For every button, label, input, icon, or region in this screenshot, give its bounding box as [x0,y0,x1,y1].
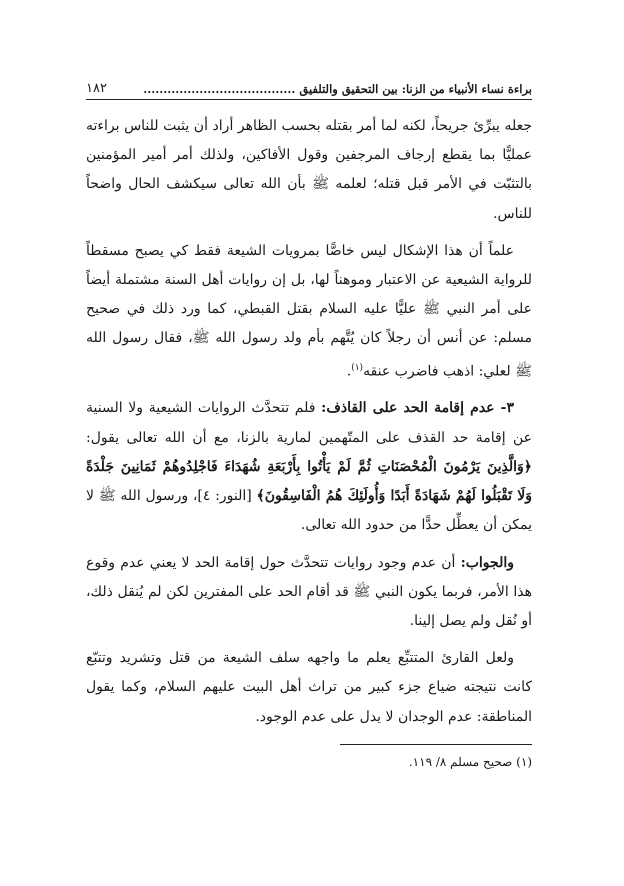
answer-heading: والجواب: [460,554,514,571]
paragraph-2-end: . [346,363,352,380]
footnote-reference: (١) [351,362,364,373]
header-leader: ...................................... [143,82,296,96]
running-header [86,74,532,96]
paragraph-3 [86,394,532,540]
header-rule [86,99,532,100]
header-title [143,82,532,96]
paragraph-3-text: فلم تتحدَّث الروايات الشيعية ولا السنية عن إقامة حد القذف على المتّهمين لمارية بالزنا، مع أن الله تعالى يقول: [86,400,532,446]
paragraph-2-text: علماً أن هذا الإشكال ليس خاصًّا بمرويات الشيعة فقط كي يصبح مسقطاً للرواية الشيعية عن الاعتبار وموهناً لها، بل إن روايات أهل السنة مشتملة أيضاً على أمر النبي ﷺ عليًّا عليه السلام بقتل القبطي، كما ورد ذلك في صحيح مسلم: عن أنس أن رجلاً كان يُتَّهم بأم ولد رسول الله ﷺ، فقال رسول الله ﷺ لعلي: اذهب فاضرب عنقه [86,242,532,380]
quran-verse: ﴿وَالَّذِينَ يَرْمُونَ الْمُحْصَنَاتِ ثُمَّ لَمْ يَأْتُوا بِأَرْبَعَةِ شُهَدَاءَ فَاجْلِدُوهُمْ ثَمَانِينَ جَلْدَةً وَلَا تَقْبَلُوا لَهُمْ شَهَادَةً أَبَدًا وَأُولَئِكَ هُمُ الْفَاسِقُونَ﴾ [86,458,532,505]
section-heading-3: ٣- عدم إقامة الحد على القاذف: [321,400,514,417]
body-text [86,112,532,740]
footnote-rule [340,744,532,745]
footnote: (١) صحيح مسلم ٨/ ١١٩. [408,755,532,769]
paragraph-3-tail: [النور: ٤]، ورسول الله ﷺ لا يمكن أن يعطِّل حدًّا من حدود الله تعالى. [86,488,532,534]
header-title-text: براءة نساء الأنبياء من الزنا: بين التحقيق والتلفيق [299,82,532,96]
paragraph-4-text: أن عدم وجود روايات تتحدَّث حول إقامة الحد لا يعني عدم وقوع هذا الأمر، فربما يكون النبي ﷺ قد أقام الحد على المفترين لكن لم يُنقل ذلك، أو نُقل ولم يصل إلينا. [86,554,532,629]
paragraph-1: جعله يبرِّئ جريحاً، لكنه لما أمر بقتله بحسب الظاهر أراد أن يثبت للناس براءته عمليًّا بما يقطع إرجاف المرجفين وقول الأفاكين، ولذلك أمر أمير المؤمنين بالتثبّت في الأمر قبل قتله؛ لعلمه ﷺ بأن الله تعالى سيكشف الحال واضحاً للناس. [86,118,532,222]
paragraph-4 [86,549,532,637]
page-number: ١٨٢ [86,81,107,96]
paragraph-5: ولعل القارئ المتتبِّع يعلم ما واجهه سلف الشيعة من قتل وتشريد وتتبّع كانت نتيجته ضياع جزء كبير من تراث أهل البيت عليهم السلام، وكما يقول المناطقة: عدم الوجدان لا يدل على عدم الوجود. [86,650,532,725]
paragraph-2 [86,237,532,387]
